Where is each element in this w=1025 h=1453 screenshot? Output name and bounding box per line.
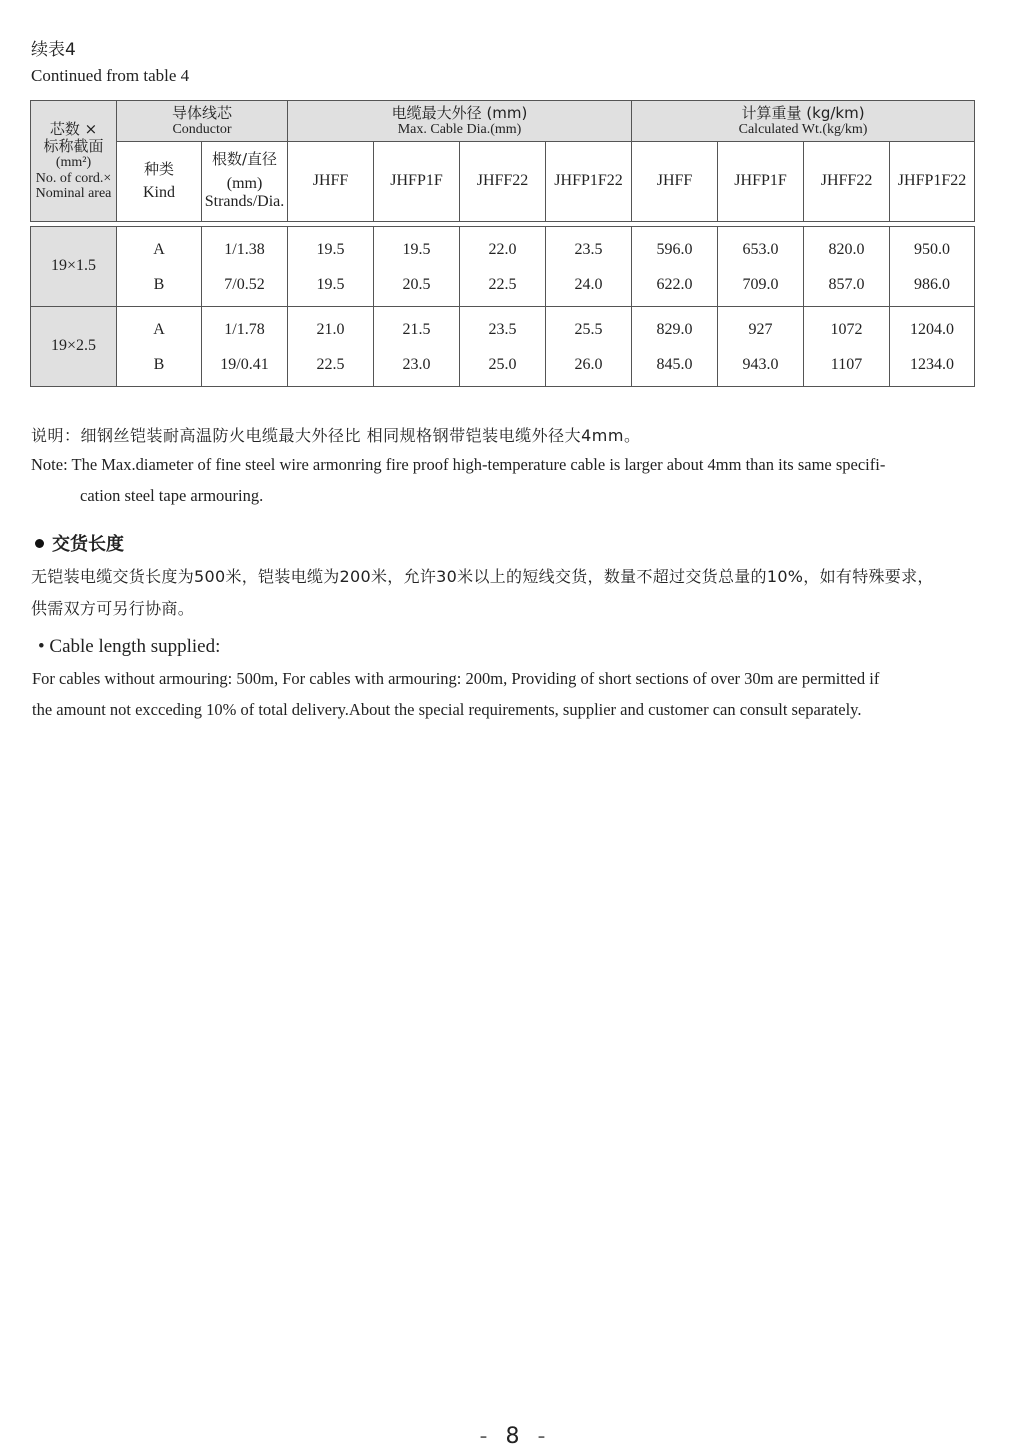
cell-value: 950.0 <box>914 240 950 258</box>
cell-value: 21.0 <box>316 320 345 338</box>
header-core-cn2: 标称截面 <box>43 136 104 155</box>
strands-cell <box>202 227 288 307</box>
kind-cell <box>117 227 202 307</box>
cell-value: 1204.0 <box>910 320 954 338</box>
cell-value: 653.0 <box>742 240 779 258</box>
kind-value: B <box>153 275 165 293</box>
value-cell <box>718 307 804 387</box>
value-cell <box>632 227 718 307</box>
value-cell <box>374 307 460 387</box>
cell-value: 20.5 <box>402 275 431 293</box>
cell-value: 24.0 <box>574 275 603 293</box>
header-wt-en: Calculated Wt.(kg/km) <box>738 121 868 137</box>
value-cell <box>288 307 374 387</box>
delivery-cn-line1: 无铠装电缆交货长度为500米，铠装电缆为200米，允许30米以上的短线交货，数量不超过交货总量的10%，如有特殊要求， <box>31 567 934 586</box>
table-row <box>31 227 975 307</box>
cable-length-line1: For cables without armouring: 500m, For cables with armouring: 200m, Providing of short sections of over 30m are permitted if <box>32 669 880 688</box>
spec-cell: 19×1.5 <box>31 227 117 307</box>
cell-value: 22.5 <box>316 355 345 373</box>
cell-value: 19.5 <box>316 275 345 293</box>
cell-value: 23.5 <box>574 240 603 258</box>
header-conductor-en: Conductor <box>172 121 232 137</box>
header-core-unit: (mm²) <box>55 155 92 171</box>
table-continued-label-en: Continued from table 4 <box>31 66 190 85</box>
kind-value: A <box>153 240 165 258</box>
header-core-cn1: 芯数 × <box>49 119 98 138</box>
page-dash-right: - <box>537 1424 546 1449</box>
header-wt-cn: 计算重量 (kg/km) <box>741 103 865 122</box>
note-cn: 说明：细钢丝铠装耐高温防火电缆最大外径比 相同规格钢带铠装电缆外径大4mm。 <box>31 426 641 445</box>
table-header <box>30 100 975 222</box>
header-kind-cn: 种类 <box>143 159 174 178</box>
header-kind-en: Kind <box>143 183 175 201</box>
cell-value: 845.0 <box>656 355 693 373</box>
cell-value: 23.0 <box>402 355 431 373</box>
table-row <box>31 307 975 387</box>
cell-value: 26.0 <box>574 355 603 373</box>
strands-cell <box>202 307 288 387</box>
header-type-jhfp1f22: JHFP1F22 <box>546 142 632 222</box>
strands-value: 7/0.52 <box>224 275 265 293</box>
cell-value: 22.5 <box>488 275 517 293</box>
header-strands <box>202 142 288 222</box>
header-type-jhfp1f: JHFP1F <box>374 142 460 222</box>
cell-value: 1234.0 <box>910 355 954 373</box>
header-conductor <box>117 101 288 142</box>
strands-value: 1/1.78 <box>224 320 265 338</box>
kind-value: B <box>153 355 165 373</box>
header-core-count <box>31 101 117 222</box>
cell-value: 1107 <box>830 355 863 373</box>
cell-value: 22.0 <box>488 240 517 258</box>
table-body <box>30 226 975 387</box>
kind-cell <box>117 307 202 387</box>
delivery-length-heading <box>35 530 124 556</box>
page-dash-left: - <box>479 1424 488 1449</box>
value-cell <box>460 227 546 307</box>
cell-value: 1072 <box>830 320 863 338</box>
value-cell <box>718 227 804 307</box>
cell-value: 21.5 <box>402 320 431 338</box>
header-type-jhff22: JHFF22 <box>460 142 546 222</box>
page-number <box>0 1424 1025 1449</box>
cell-value: 927 <box>748 320 773 338</box>
header-max-dia <box>288 101 632 142</box>
value-cell <box>546 227 632 307</box>
header-core-en1: No. of cord.× <box>35 170 112 186</box>
value-cell <box>460 307 546 387</box>
cell-value: 820.0 <box>828 240 865 258</box>
cable-length-line2: the amount not excceding 10% of total delivery.About the special requirements, supplier and customer can consult separately. <box>32 700 862 719</box>
header-kind <box>117 142 202 222</box>
strands-value: 1/1.38 <box>224 240 265 258</box>
cell-value: 857.0 <box>828 275 865 293</box>
page-number-value: 8 <box>505 1424 520 1449</box>
header-type-jhff: JHFF <box>288 142 374 222</box>
header-calc-weight <box>632 101 975 142</box>
value-cell <box>804 227 890 307</box>
header-type-jhfp1f22: JHFP1F22 <box>890 142 975 222</box>
header-dia-en: Max. Cable Dia.(mm) <box>397 121 522 137</box>
value-cell <box>632 307 718 387</box>
note-en-line1: Note: The Max.diameter of fine steel wire armonring fire proof high-temperature cable is larger about 4mm than its same specifi- <box>31 455 886 474</box>
delivery-cn-line2: 供需双方可另行协商。 <box>31 599 195 618</box>
header-type-jhff: JHFF <box>632 142 718 222</box>
header-strands-cn: 根数/直径 <box>211 150 278 169</box>
value-cell <box>288 227 374 307</box>
value-cell <box>374 227 460 307</box>
header-type-jhff22: JHFF22 <box>804 142 890 222</box>
spec-cell: 19×2.5 <box>31 307 117 387</box>
strands-value: 19/0.41 <box>220 355 269 373</box>
header-core-en2: Nominal area <box>35 185 112 201</box>
header-conductor-cn: 导体线芯 <box>172 103 233 122</box>
value-cell <box>804 307 890 387</box>
header-type-jhfp1f: JHFP1F <box>718 142 804 222</box>
bullet-icon <box>35 539 44 548</box>
header-strands-unit: (mm) <box>226 174 263 192</box>
cell-value: 709.0 <box>742 275 779 293</box>
kind-value: A <box>153 320 165 338</box>
cell-value: 829.0 <box>656 320 693 338</box>
value-cell <box>546 307 632 387</box>
value-cell <box>890 307 975 387</box>
cell-value: 19.5 <box>402 240 431 258</box>
header-strands-en: Strands/Dia. <box>204 193 285 211</box>
cell-value: 19.5 <box>316 240 345 258</box>
table-continued-label-cn: 续表4 <box>31 40 76 60</box>
value-cell <box>890 227 975 307</box>
note-en-line2: cation steel tape armouring. <box>80 486 264 505</box>
cell-value: 622.0 <box>656 275 693 293</box>
delivery-title-cn: 交货长度 <box>52 534 124 555</box>
header-dia-cn: 电缆最大外径 (mm) <box>391 103 528 122</box>
cell-value: 596.0 <box>656 240 693 258</box>
cell-value: 986.0 <box>914 275 950 293</box>
cable-length-heading: • Cable length supplied: <box>38 636 221 657</box>
cell-value: 943.0 <box>742 355 779 373</box>
cell-value: 25.5 <box>574 320 603 338</box>
cell-value: 23.5 <box>488 320 517 338</box>
cell-value: 25.0 <box>488 355 517 373</box>
